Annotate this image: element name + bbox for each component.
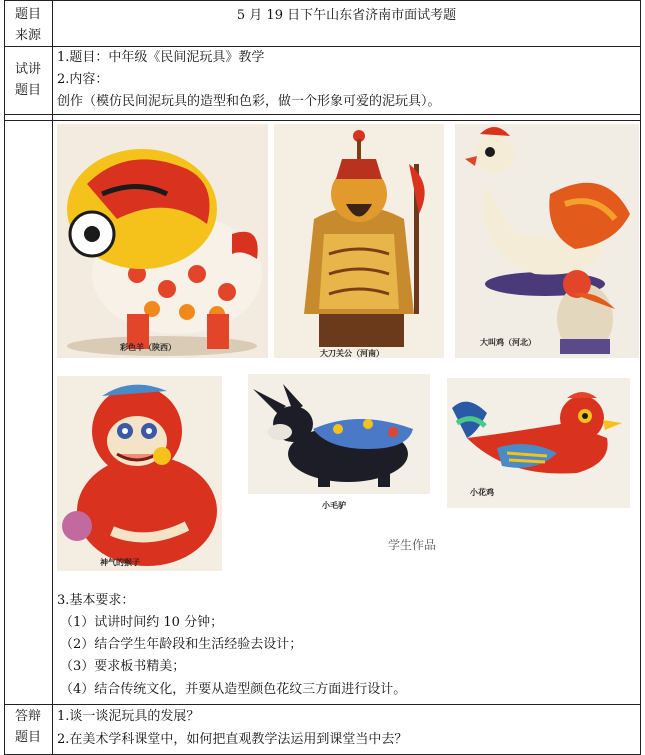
topic-label-line2: 题目 [14,83,41,98]
source-label-line2: 来源 [14,28,41,43]
requirements-title: 3.基本要求： [57,593,135,608]
topic-label [4,59,52,101]
topic-line-2: 2.内容： [57,72,109,87]
topic-line-3: 创作（模仿民间泥玩具的造型和色彩，做一个形象可爱的泥玩具）。 [57,94,441,109]
photo-guan-gong [274,124,444,358]
caption-sheep: 彩色羊（陕西） [120,342,176,352]
donkey-illustration [248,374,430,494]
caption-guan-gong: 大刀关公（河南） [320,348,384,358]
photo-crowing-rooster [455,124,639,358]
photo-spirited-monkey [57,376,222,571]
defense-label-line2: 题目 [14,730,41,745]
student-work-label: 学生作品 [388,538,437,552]
guan-gong-illustration [274,124,444,358]
caption-rooster: 大叫鸡（河北） [480,337,536,347]
requirement-item: （4）结合传统文化，并要从造型颜色花纹三方面进行设计。 [60,682,407,697]
topic-line-1: 1.题目：中年级《民间泥玩具》教学 [57,50,265,65]
photo-little-donkey [248,374,430,494]
defense-label-line1: 答辩 [14,709,41,724]
source-value: 5 月 19 日下午山东省济南市面试考题 [236,8,457,23]
topic-label-line1: 试讲 [14,62,41,77]
sheep-illustration [57,124,268,358]
requirement-item: （2）结合学生年龄段和生活经验去设计； [60,637,303,652]
defense-label [4,706,52,748]
source-label [4,4,52,46]
defense-question-1: 1.谈一谈泥玩具的发展？ [57,709,200,724]
caption-chicken: 小花鸡 [470,487,494,497]
caption-donkey: 小毛驴 [322,500,346,510]
photo-colorful-sheep [57,124,268,358]
requirement-item: （3）要求板书精美； [60,659,186,674]
requirement-item: （1）试讲时间约 10 分钟； [60,615,224,630]
monkey-illustration [57,376,222,571]
row-divider [4,114,641,115]
defense-question-2: 2.在美术学科课堂中，如何把直观教学法运用到课堂当中去？ [57,732,408,747]
caption-monkey: 神气的猴子 [100,557,140,567]
row-divider [4,120,641,121]
source-label-line1: 题目 [14,7,41,22]
row-divider [4,0,641,1]
rooster-illustration [455,124,639,358]
row-divider [4,704,641,705]
